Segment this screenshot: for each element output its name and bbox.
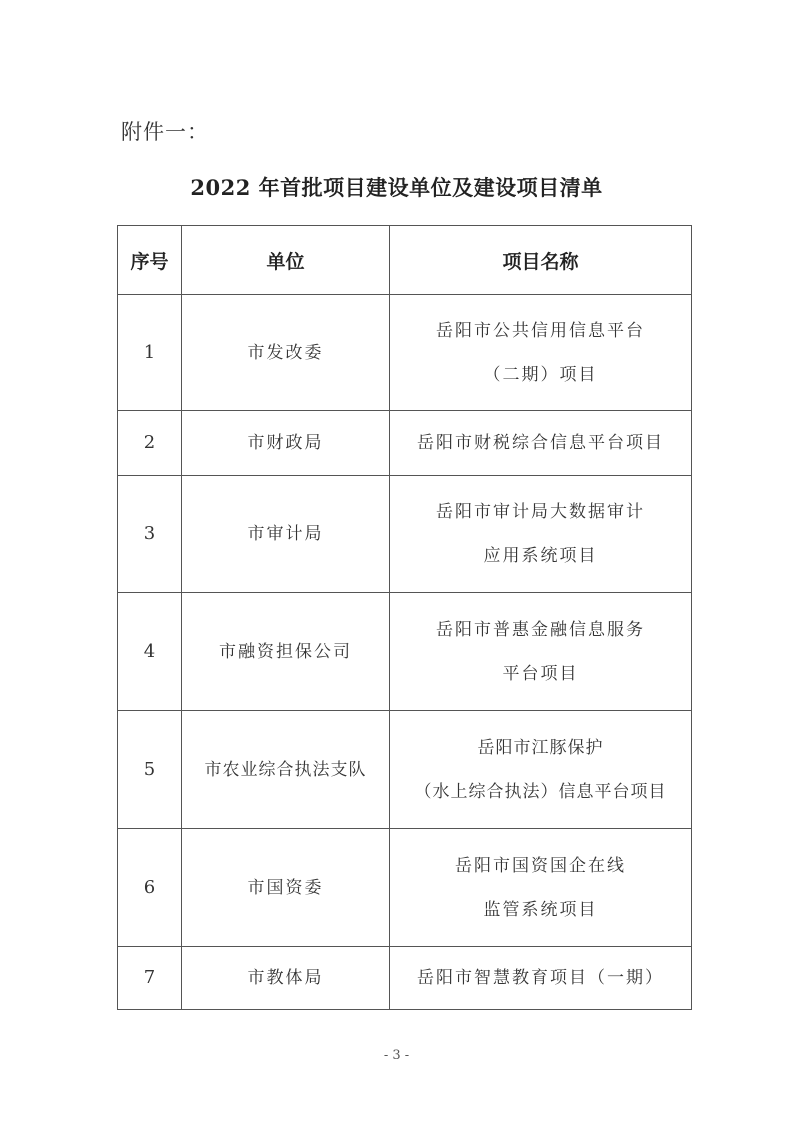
row-index: 5 [118,711,182,829]
row-index: 3 [118,476,182,593]
table-row [118,711,692,829]
attachment-label: 附件一： [121,120,209,144]
row-unit: 市教体局 [182,947,390,1010]
row-index: 4 [118,593,182,711]
row-unit: 市发改委 [182,295,390,411]
table-row [118,593,692,711]
row-index: 2 [118,411,182,476]
project-name-line: 监管系统项目 [483,899,598,920]
row-project-name [390,593,692,711]
project-name-line: 岳阳市智慧教育项目（一期） [417,968,664,988]
page-number: - 3 - [383,1048,410,1063]
project-name-line: 岳阳市普惠金融信息服务 [436,619,645,640]
row-project-name [390,947,692,1010]
project-name-line: 岳阳市审计局大数据审计 [436,502,645,522]
project-name-line: 岳阳市江豚保护 [477,737,604,758]
project-name-line: 岳阳市国资国企在线 [455,855,626,876]
header-index: 序号 [118,226,182,295]
project-name-line: 岳阳市财税综合信息平台项目 [417,433,664,453]
header-unit: 单位 [182,226,390,295]
table-row [118,411,692,476]
project-name-line: 岳阳市公共信用信息平台 [436,320,645,341]
row-index: 1 [118,295,182,411]
row-project-name [390,411,692,476]
project-name-line: 平台项目 [502,663,579,684]
table-header-row [118,226,692,295]
row-project-name [390,295,692,411]
project-name-line: 应用系统项目 [483,546,598,566]
document-title: 2022 年首批项目建设单位及建设项目清单 [190,175,603,200]
row-unit: 市融资担保公司 [182,593,390,711]
row-project-name [390,711,692,829]
table-row [118,829,692,947]
row-index: 7 [118,947,182,1010]
project-name-line: （水上综合执法）信息平台项目 [414,781,667,802]
row-project-name [390,829,692,947]
row-index: 6 [118,829,182,947]
table-row [118,476,692,593]
project-name-line: （二期）项目 [483,364,598,385]
project-list-table [117,225,692,1010]
row-unit: 市审计局 [182,476,390,593]
header-project-name: 项目名称 [390,226,692,295]
row-unit: 市财政局 [182,411,390,476]
row-project-name [390,476,692,593]
table-row [118,947,692,1010]
row-unit: 市农业综合执法支队 [182,711,390,829]
table-row [118,295,692,411]
row-unit: 市国资委 [182,829,390,947]
